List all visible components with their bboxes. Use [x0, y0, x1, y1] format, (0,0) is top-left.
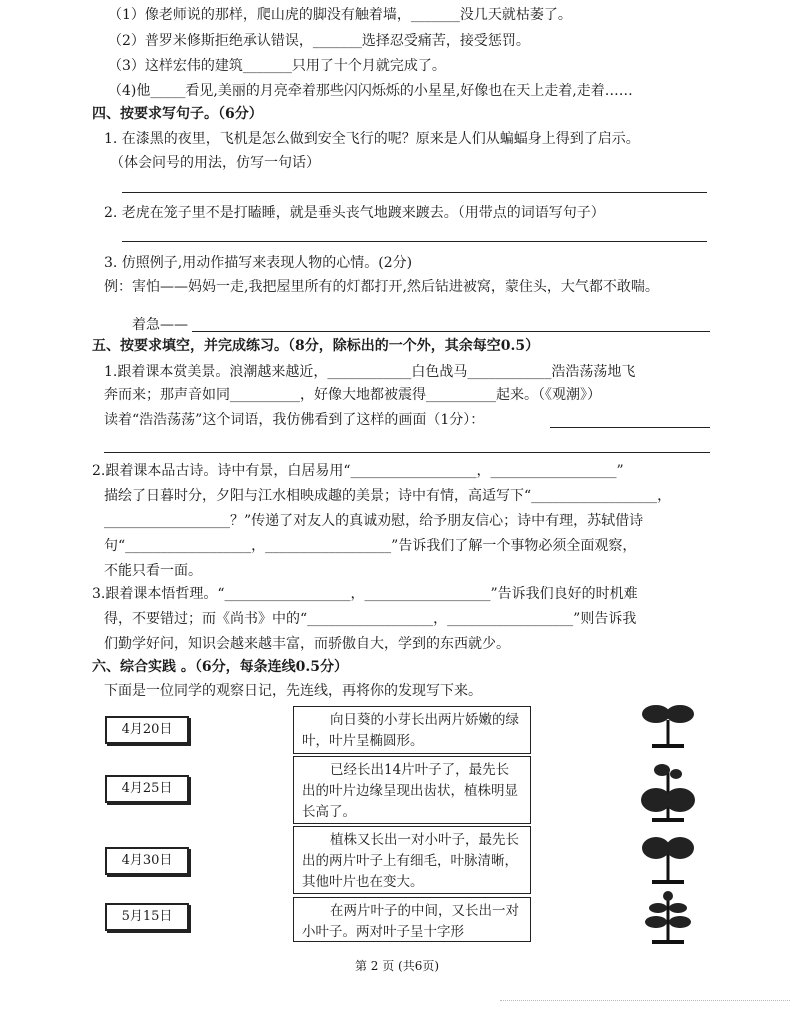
date-box-0430[interactable]: 4月30日 [105, 847, 189, 875]
date-box-0425[interactable]: 4月25日 [105, 775, 189, 803]
fill-item-2: （2）普罗米修斯拒绝承认错误，_______选择忍受痛苦，接受惩罚。 [108, 33, 530, 49]
section-4-heading: 四、按要求写句子。（6分） [92, 106, 263, 122]
s5-q1-line-b: 奔而来；那声音如同__________，好像大地都被震得__________起来。（《观潮》） [104, 387, 601, 403]
date-box-0420[interactable]: 4月20日 [105, 716, 189, 744]
s5-q2-line-a: 2.跟着课本品古诗。诗中有景，白居易用“__________________，__________________” [92, 463, 624, 479]
s5-q1-line-a: 1.跟着课本赏美景。浪潮越来越近，____________白色战马____________浩浩荡荡地飞 [104, 364, 636, 380]
description-box-3[interactable]: 植株又长出一对小叶子，最先长出的两片叶子上有细毛，叶脉清晰，其他叶片也在变大。 [293, 826, 531, 894]
description-box-1[interactable]: 向日葵的小芽长出两片娇嫩的绿叶，叶片呈椭圆形。 [293, 706, 531, 754]
s5-q2-line-b: 描绘了日暮时分，夕阳与江水相映成趣的美景；诗中有情，高适写下“__________________， [104, 488, 672, 504]
fill-item-1: （1）像老师说的那样，爬山虎的脚没有触着墙，_______没几天就枯萎了。 [108, 7, 572, 23]
section-6-heading: 六、综合实践 。（6分，每条连线0.5分） [92, 659, 348, 675]
answer-line[interactable] [104, 452, 710, 453]
s5-q2-line-c: __________________？”传递了对友人的真诚劝慰，给予朋友信心；诗中有理，苏轼借诗 [104, 513, 644, 529]
description-box-2[interactable]: 已经长出14片叶子了，最先长出的叶片边缘呈现出齿状，植株明显长高了。 [293, 756, 531, 824]
section-5-heading: 五、按要求填空，并完成练习。（8分，除标出的一个外，其余每空0.5） [92, 338, 540, 354]
s5-q2-line-d: 句“__________________，__________________”告诉我们了解一个事物必须全面观察， [104, 538, 637, 554]
s5-q1-line-c: 读着“浩浩荡荡”这个词语，我仿佛看到了这样的画面（1分）： [104, 412, 485, 428]
plant-stage-hairy-leaves-icon [638, 832, 698, 886]
description-box-4[interactable]: 在两片叶子的中间，又长出一对小叶子。两对叶子呈十字形 [293, 897, 531, 942]
s4-q1-note: （体会问号的用法，仿写一句话） [110, 155, 320, 171]
s6-intro: 下面是一位同学的观察日记，先连线，再将你的发现写下来。 [104, 683, 482, 699]
plant-stage-bushy-icon [638, 760, 698, 824]
answer-line[interactable] [122, 241, 707, 242]
plant-stage-cross-leaves-icon [638, 890, 698, 946]
s5-q2-line-e: 不能只看一面。 [104, 563, 202, 579]
s4-q2-text: 2. 老虎在笼子里不是打瞌睡，就是垂头丧气地踱来踱去。（用带点的词语写句子） [104, 205, 605, 221]
s4-prompt: 着急—— [132, 317, 188, 333]
page-footer: 第 2 页 (共6页) [354, 959, 440, 973]
s4-q1-text: 1. 在漆黑的夜里，飞机是怎么做到安全飞行的呢？原来是人们从蝙蝠身上得到了启示。 [104, 131, 640, 147]
s5-q3-line-c: 们勤学好问，知识会越来越丰富，而骄傲自大，学到的东西就少。 [104, 636, 510, 652]
date-box-0515[interactable]: 5月15日 [105, 903, 189, 931]
answer-line[interactable] [192, 331, 710, 332]
divider [500, 1000, 790, 1001]
s5-q3-line-a: 3.跟着课本悟哲理。“__________________，__________________”告诉我们良好的时机难 [92, 586, 638, 602]
s5-q3-line-b: 得，不要错过；而《尚书》中的“__________________，__________________”则告诉我 [104, 611, 637, 627]
s4-example: 例：害怕——妈妈一走,我把屋里所有的灯都打开,然后钻进被窝，蒙住头，大气都不敢喘。 [104, 279, 659, 295]
answer-line[interactable] [550, 427, 710, 428]
fill-item-3: （3）这样宏伟的建筑_______只用了十个月就完成了。 [108, 58, 446, 74]
fill-item-4: （4)他_____看见,美丽的月亮牵着那些闪闪烁烁的小星星,好像也在天上走着,走着…… [108, 83, 633, 99]
plant-stage-two-leaves-icon [638, 700, 698, 750]
answer-line[interactable] [122, 192, 707, 193]
s4-q3-text: 3. 仿照例子,用动作描写来表现人物的心情。(2分) [104, 255, 413, 271]
